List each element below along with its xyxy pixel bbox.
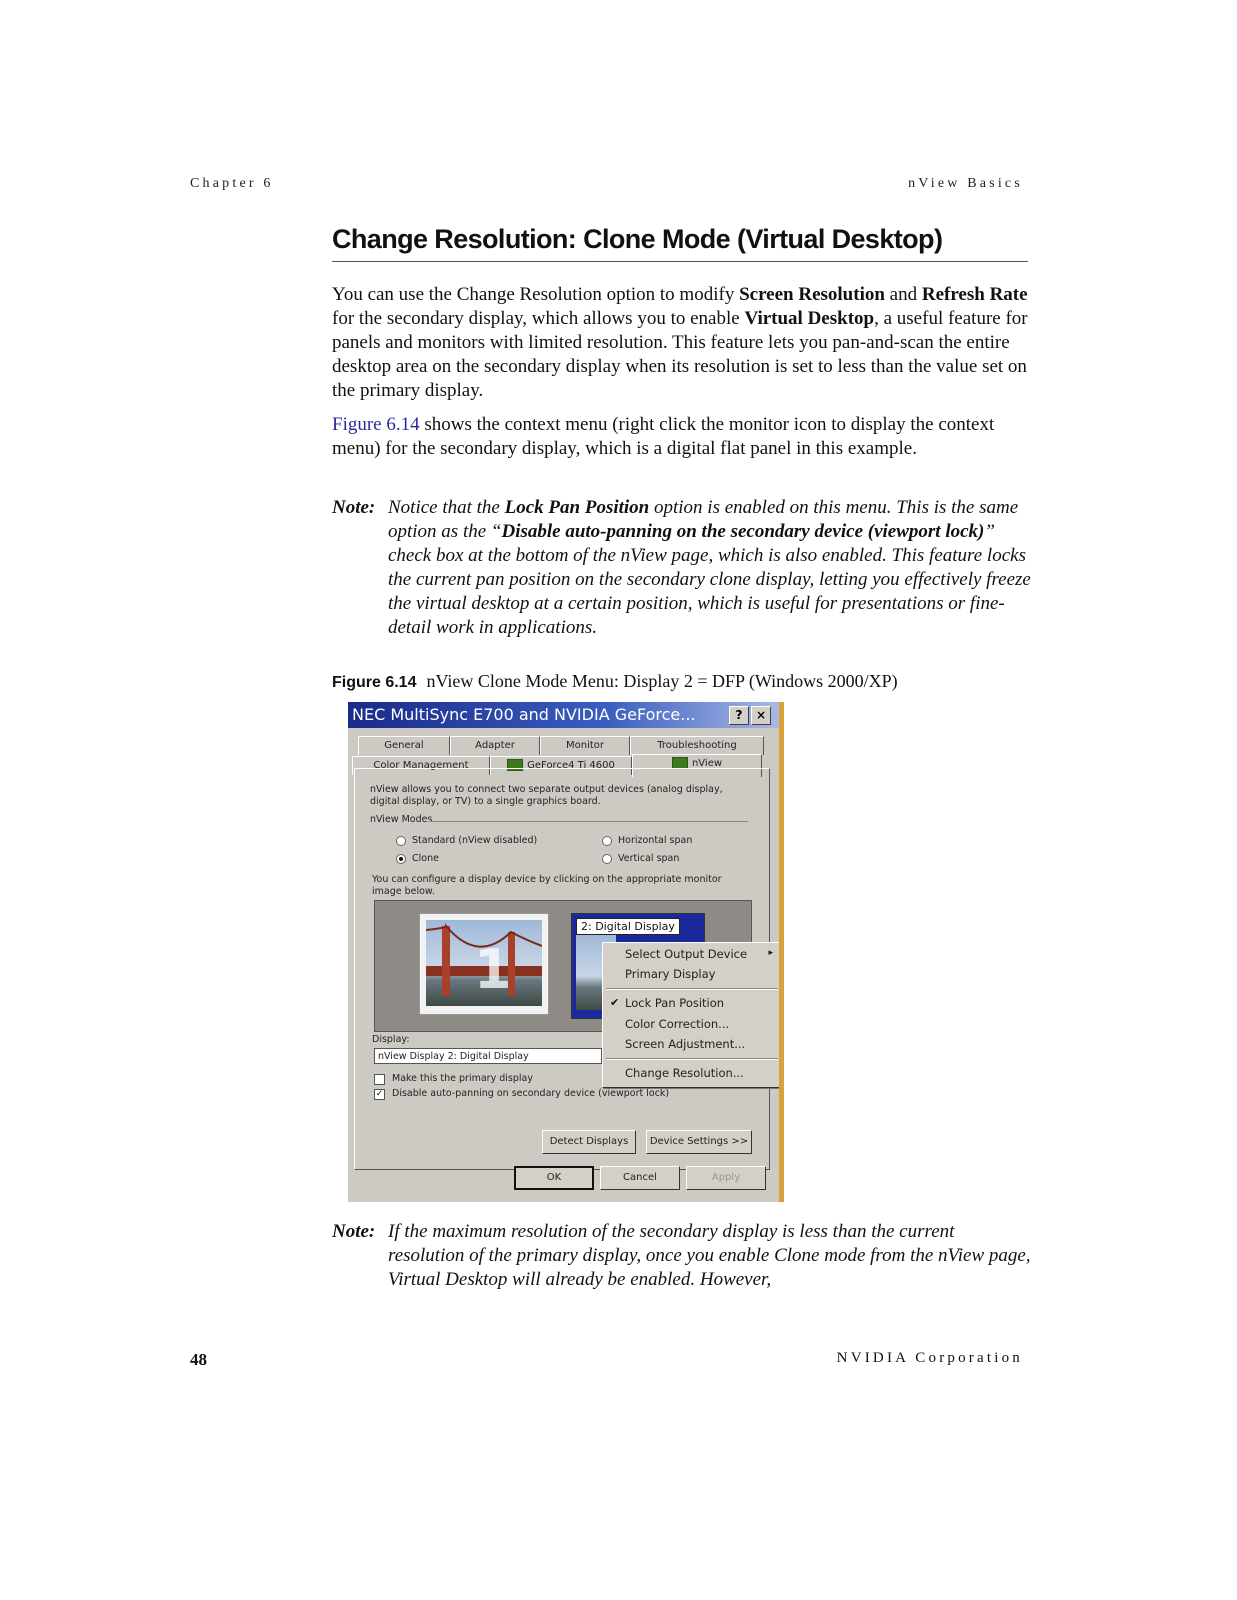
tab-color-management[interactable]: Color Management	[352, 756, 490, 775]
nview-modes-label: nView Modes	[370, 814, 433, 825]
display-label: Display:	[372, 1034, 410, 1045]
groupbox-line	[428, 821, 748, 822]
menu-item-change-resolution[interactable]: Change Resolution...	[625, 1066, 744, 1080]
menu-separator	[606, 988, 778, 990]
note-label: Note:	[332, 497, 376, 518]
menu-item-color-correction[interactable]: Color Correction...	[625, 1017, 730, 1031]
menu-item-primary-display[interactable]: Primary Display	[625, 967, 716, 981]
radio-clone[interactable]	[396, 854, 406, 864]
running-header-chapter: Chapter 6	[190, 176, 274, 191]
device-settings-button[interactable]: Device Settings >>	[646, 1130, 752, 1154]
note-text: Notice that the Lock Pan Position option is enabled on this menu. This is the same option as the “Disable auto-panning on the secondary device (viewport lock)” check box at the bottom of the nView page, which is also enabled. This feature locks the current pan position on the secondary clone display, letting you effectively freeze the virtual desktop at a certain position, which is useful for presentations or fine-detail work in applications.	[388, 497, 1031, 638]
monitor-1-number: 1	[474, 938, 512, 1001]
tab-monitor[interactable]: Monitor	[540, 736, 630, 755]
submenu-arrow-icon: ▸	[768, 948, 773, 958]
menu-separator	[606, 1058, 778, 1060]
radio-horizontal-span-label: Horizontal span	[618, 835, 693, 846]
radio-horizontal-span[interactable]	[602, 836, 612, 846]
radio-vertical-span-label: Vertical span	[618, 853, 680, 864]
figure-reference-paragraph: Figure 6.14 shows the context menu (right click the monitor icon to display the context menu) for the secondary display, which is a digital flat panel in this example.	[332, 414, 995, 459]
nview-intro-text: nView allows you to connect two separate output devices (analog display, digital display, or TV) to a single graphics board.	[370, 784, 723, 807]
detect-displays-button[interactable]: Detect Displays	[542, 1130, 636, 1154]
note-text: If the maximum resolution of the secondary display is less than the current resolution of the primary display, once you enable Clone mode from the nView page, Virtual Desktop will already be enabled. However,	[388, 1221, 1031, 1290]
help-button[interactable]: ?	[729, 706, 749, 725]
tab-adapter[interactable]: Adapter	[450, 736, 540, 755]
configure-instructions: You can configure a display device by clicking on the appropriate monitor image below.	[372, 874, 722, 897]
context-menu	[602, 942, 782, 1088]
tab-general[interactable]: General	[358, 736, 450, 755]
radio-standard[interactable]	[396, 836, 406, 846]
tab-geforce4[interactable]: GeForce4 Ti 4600	[490, 756, 632, 775]
menu-item-select-output-device[interactable]: Select Output Device	[625, 947, 748, 961]
note-label: Note:	[332, 1221, 376, 1242]
cancel-button[interactable]: Cancel	[600, 1166, 680, 1190]
menu-item-screen-adjustment[interactable]: Screen Adjustment...	[625, 1037, 746, 1051]
monitor-1[interactable]	[419, 913, 549, 1015]
radio-vertical-span[interactable]	[602, 854, 612, 864]
figure-caption: Figure 6.14 nView Clone Mode Menu: Display 2 = DFP (Windows 2000/XP)	[332, 671, 898, 691]
auto-panning-checkbox[interactable]: ✓	[375, 1089, 384, 1099]
tab-nview[interactable]: nView	[632, 754, 762, 777]
dialog-title: NEC MultiSync E700 and NVIDIA GeForce...	[352, 705, 696, 724]
apply-button[interactable]: Apply	[686, 1166, 766, 1190]
auto-panning-checkbox-label: Disable auto-panning on secondary device (viewport lock)	[392, 1088, 670, 1099]
monitor-2-label: 2: Digital Display	[576, 918, 680, 935]
note-virtual-desktop	[332, 1220, 1032, 1292]
menu-item-lock-pan-position[interactable]: Lock Pan Position	[625, 996, 725, 1010]
checkmark-icon: ✔	[610, 996, 620, 1009]
note-lock-pan	[332, 496, 1032, 640]
primary-display-checkbox-label: Make this the primary display	[392, 1073, 533, 1084]
radio-standard-label: Standard (nView disabled)	[412, 835, 538, 846]
figure-label: Figure 6.14	[332, 674, 417, 691]
close-button[interactable]: ×	[751, 706, 771, 725]
running-header-section: nView Basics	[908, 176, 1023, 191]
display-select[interactable]: nView Display 2: Digital Display	[374, 1048, 602, 1064]
figure-link[interactable]: Figure 6.14	[332, 414, 420, 435]
intro-paragraph: You can use the Change Resolution option to modify Screen Resolution and Refresh Rate for the secondary display, which allows you to enable Virtual Desktop, a useful feature for panels and monitors with limited resolution. This feature lets you pan-and-scan the entire desktop area on the secondary display when its resolution is set to less than the value set on the primary display.	[332, 284, 1028, 401]
tab-troubleshooting[interactable]: Troubleshooting	[630, 736, 764, 755]
ok-button[interactable]: OK	[514, 1166, 594, 1190]
page-number: 48	[190, 1350, 207, 1369]
section-title: Change Resolution: Clone Mode (Virtual Desktop)	[332, 224, 1028, 262]
primary-display-checkbox[interactable]	[374, 1074, 385, 1085]
footer-company: NVIDIA Corporation	[836, 1350, 1023, 1366]
dialog-titlebar	[348, 702, 779, 728]
display-properties-screenshot	[348, 702, 784, 1202]
radio-clone-label: Clone	[412, 853, 439, 864]
